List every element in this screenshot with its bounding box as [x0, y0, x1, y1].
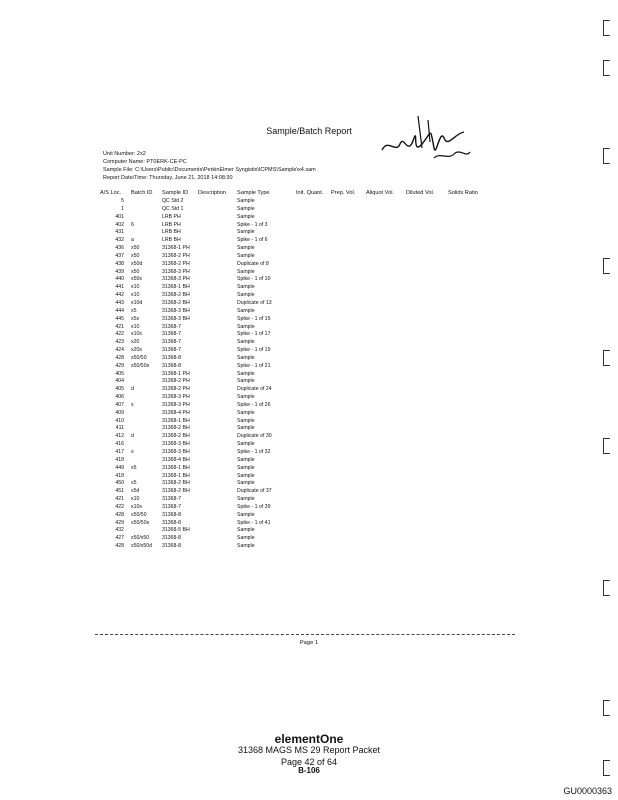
row-sample-id: 31368-8 [162, 543, 182, 550]
row-loc: 411 [115, 425, 124, 432]
table-row [100, 402, 300, 410]
table-row [100, 449, 300, 457]
row-batch-id: x5 [131, 480, 137, 487]
row-sample-id: 31368-3 PH [162, 276, 190, 283]
row-sample-id: 31368-1 BH [162, 472, 190, 479]
row-batch-id: x50/50s [131, 362, 150, 369]
table-row [100, 512, 300, 520]
col-batch: Batch ID [131, 190, 153, 196]
row-sample-type: Sample [237, 245, 255, 252]
row-sample-type: Sample [237, 323, 255, 330]
column-headers [100, 190, 500, 198]
row-sample-id: LRB PH [162, 213, 181, 220]
row-loc: 407 [115, 401, 124, 408]
row-sample-type: Sample [237, 456, 255, 463]
table-row [100, 386, 300, 394]
row-sample-type: Sample [237, 229, 255, 236]
row-sample-id: 31368-3 BH [162, 441, 190, 448]
row-batch-id: x10s [131, 331, 142, 338]
table-row [100, 347, 300, 355]
row-loc: 437 [115, 252, 124, 259]
row-batch-id: x50/50s [131, 519, 150, 526]
row-batch-id: x5s [131, 315, 140, 322]
scan-edge-mark [603, 148, 610, 164]
scan-edge-mark [603, 438, 610, 454]
table-row [100, 245, 300, 253]
row-loc: 429 [115, 362, 124, 369]
row-sample-id: 31368-4 BH [162, 456, 190, 463]
row-loc: 431 [115, 229, 124, 236]
row-sample-id: 31368-7 [162, 347, 182, 354]
row-sample-id: 31368-2 PH [162, 378, 190, 385]
row-batch-id: x50s [131, 276, 142, 283]
row-sample-type: Spike - 1 of 15 [237, 315, 271, 322]
row-sample-id: 31368-2 BH [162, 433, 190, 440]
table-row [100, 410, 300, 418]
row-sample-type: Spike - 1 of 3 [237, 221, 268, 228]
row-sample-id: 31368-8 [162, 511, 182, 518]
col-init-quant: Init. Quant. [296, 190, 324, 196]
table-row [100, 214, 300, 222]
table-row [100, 433, 300, 441]
row-sample-id: 31368-2 PH [162, 252, 190, 259]
row-sample-id: 31368-1 PH [162, 370, 190, 377]
row-loc: 436 [115, 245, 124, 252]
row-loc: 441 [115, 284, 124, 291]
row-sample-type: Sample [237, 268, 255, 275]
col-prep-vol: Prep. Vol. [331, 190, 356, 196]
table-row [100, 441, 300, 449]
row-sample-type: Sample [237, 198, 255, 204]
row-loc: 421 [115, 323, 124, 330]
sample-table [100, 198, 300, 551]
signature-scribble [370, 108, 480, 168]
row-loc: 422 [115, 503, 124, 510]
row-sample-type: Spike - 1 of 41 [237, 519, 271, 526]
row-sample-id: 31368-1 BH [162, 417, 190, 424]
row-sample-id: 31368-2 BH [162, 299, 190, 306]
row-sample-id: 31368-3 BH [162, 307, 190, 314]
scan-edge-mark [603, 258, 610, 274]
row-sample-id: 31368-2 BH [162, 488, 190, 495]
row-sample-id: 31368-7 [162, 331, 182, 338]
col-solids-ratio: Solids Ratio [448, 190, 478, 196]
row-loc: 428 [115, 354, 124, 361]
row-sample-type: Sample [237, 472, 255, 479]
row-loc: 406 [115, 394, 124, 401]
table-row [100, 237, 300, 245]
row-batch-id: d [131, 386, 134, 393]
table-row [100, 261, 300, 269]
row-sample-type: Duplicate of 13 [237, 299, 272, 306]
col-description: Description [198, 190, 226, 196]
row-sample-id: 31368-8 [162, 535, 182, 542]
row-loc: 422 [115, 331, 124, 338]
row-sample-type: Sample [237, 339, 255, 346]
row-loc: 418 [115, 456, 124, 463]
row-loc: 405 [115, 386, 124, 393]
row-batch-id: x50/x50d [131, 543, 153, 550]
table-row [100, 535, 300, 543]
row-sample-id: 31368-8 [162, 354, 182, 361]
footer-divider [95, 634, 515, 635]
row-loc: 439 [115, 268, 124, 275]
report-date: Report Date/Time: Thursday, June 21, 2018 14:08:30 [103, 175, 233, 181]
row-loc: 417 [115, 449, 124, 455]
row-loc: 438 [115, 260, 124, 267]
sample-file: Sample File: C:\Users\Public\Documents\PerkinElmer Syngistix\ICPMS\Sample\x4.sam [103, 167, 316, 173]
document-id: GU0000363 [563, 786, 612, 796]
row-loc: 432 [115, 527, 124, 534]
scan-edge-mark [603, 350, 610, 366]
row-loc: 423 [115, 339, 124, 346]
bates-number: B-106 [298, 766, 320, 775]
table-row [100, 527, 300, 535]
row-sample-id: QC Std 1 [162, 205, 184, 212]
row-sample-id: 31368-3 PH [162, 268, 190, 275]
col-sample: Sample ID [162, 190, 189, 196]
row-batch-id: x50/50 [131, 511, 147, 518]
row-batch-id: x50/50 [131, 354, 147, 361]
row-sample-type: Sample [237, 252, 255, 259]
row-batch-id: x50d [131, 260, 143, 267]
row-loc: 445 [115, 315, 124, 322]
row-sample-type: Sample [237, 284, 255, 291]
row-loc: 450 [115, 480, 124, 487]
row-sample-id: 31368-8 [162, 362, 182, 369]
table-row [100, 300, 300, 308]
row-sample-id: 31368-7 [162, 496, 182, 503]
row-batch-id: 6 [131, 221, 134, 228]
row-sample-type: Spike - 1 of 6 [237, 237, 268, 244]
table-row [100, 378, 300, 386]
page-of: Page 42 of 64 [280, 757, 338, 767]
table-row [100, 316, 300, 324]
row-sample-type: Sample [237, 425, 255, 432]
table-row [100, 457, 300, 465]
row-sample-type: Spike - 1 of 19 [237, 347, 271, 354]
row-batch-id: x50 [131, 252, 140, 259]
row-sample-id: 31368-7 [162, 339, 182, 346]
row-sample-type: Sample [237, 441, 255, 448]
table-row [100, 324, 300, 332]
row-sample-id: 31368-1 BH [162, 464, 190, 471]
computer-name: Computer Name: PT0ERK-CE-PC [103, 159, 187, 165]
row-batch-id: x10 [131, 292, 140, 299]
row-loc: 444 [115, 307, 124, 314]
row-loc: 440 [115, 276, 124, 283]
row-sample-type: Spike - 1 of 26 [237, 401, 271, 408]
row-sample-id: 31368-4 PH [162, 409, 190, 416]
row-sample-type: Spike - 1 of 17 [237, 331, 271, 338]
row-batch-id: a [131, 237, 134, 244]
row-loc: 404 [115, 378, 124, 385]
row-sample-id: QC Std 2 [162, 198, 184, 204]
row-sample-type: Duplicate of 24 [237, 386, 272, 393]
table-row [100, 543, 300, 551]
row-loc: 421 [115, 496, 124, 503]
table-row [100, 504, 300, 512]
table-row [100, 496, 300, 504]
row-loc: 449 [115, 464, 124, 471]
table-row [100, 339, 300, 347]
row-batch-id: x50 [131, 268, 140, 275]
row-sample-type: Sample [237, 496, 255, 503]
table-row [100, 308, 300, 316]
table-row [100, 488, 300, 496]
brand-logo: elementOne [274, 732, 344, 746]
table-row [100, 331, 300, 339]
row-sample-type: Sample [237, 213, 255, 220]
row-loc: 410 [115, 417, 124, 424]
row-sample-id: LRB PH [162, 221, 181, 228]
row-sample-id: 31368-3 BH [162, 449, 190, 455]
row-loc: 1 [121, 205, 124, 212]
table-row [100, 520, 300, 528]
row-loc: 451 [115, 488, 124, 495]
row-batch-id: x5 [131, 464, 137, 471]
table-row [100, 371, 300, 379]
row-loc: 416 [115, 441, 124, 448]
row-sample-id: 31368-7 [162, 323, 182, 330]
row-loc: 442 [115, 292, 124, 299]
row-sample-id: 31368-2 PH [162, 260, 190, 267]
row-sample-type: Duplicate of 37 [237, 488, 272, 495]
table-row [100, 269, 300, 277]
row-sample-id: 31368-3 PH [162, 394, 190, 401]
table-row [100, 206, 300, 214]
row-sample-type: Sample [237, 307, 255, 314]
row-batch-id: x5 [131, 307, 137, 314]
row-loc: 402 [115, 221, 124, 228]
row-loc: 418 [115, 472, 124, 479]
row-sample-id: 31368-3 PH [162, 401, 190, 408]
row-sample-id: LRB BH [162, 237, 181, 244]
row-sample-id: 31368-2 BH [162, 480, 190, 487]
row-loc: 412 [115, 433, 124, 440]
col-type: Sample Type [237, 190, 270, 196]
row-batch-id: x50/x50 [131, 535, 150, 542]
table-row [100, 473, 300, 481]
col-loc: A/S Loc. [100, 190, 122, 196]
packet-title: 31368 MAGS MS 29 Report Packet [237, 745, 381, 755]
row-batch-id: x20s [131, 347, 142, 354]
row-sample-type: Sample [237, 527, 255, 534]
row-batch-id: x20 [131, 339, 140, 346]
row-batch-id: d [131, 433, 134, 440]
row-sample-type: Sample [237, 511, 255, 518]
table-row [100, 418, 300, 426]
report-title: Sample/Batch Report [266, 126, 352, 136]
scan-edge-mark [603, 20, 610, 36]
row-batch-id: x10 [131, 284, 140, 291]
row-sample-type: Sample [237, 409, 255, 416]
scan-edge-mark [603, 700, 610, 716]
scan-edge-mark [603, 580, 610, 596]
row-batch-id: s [131, 449, 134, 455]
row-sample-type: Sample [237, 354, 255, 361]
row-sample-type: Sample [237, 292, 255, 299]
table-row [100, 222, 300, 230]
row-loc: 409 [115, 409, 124, 416]
row-batch-id: x10d [131, 299, 143, 306]
table-row [100, 394, 300, 402]
col-diluted-vol: Diluted Vol. [406, 190, 435, 196]
row-sample-id: 31368-3 BH [162, 315, 190, 322]
table-row [100, 363, 300, 371]
scan-edge-mark [603, 60, 610, 76]
row-loc: 405 [115, 370, 124, 377]
row-loc: 428 [115, 511, 124, 518]
row-loc: 443 [115, 299, 124, 306]
row-sample-type: Sample [237, 378, 255, 385]
row-sample-type: Sample [237, 464, 255, 471]
row-batch-id: x10s [131, 503, 142, 510]
table-row [100, 480, 300, 488]
row-sample-id: 31368-7 [162, 503, 182, 510]
row-sample-type: Sample [237, 205, 255, 212]
row-sample-type: Sample [237, 417, 255, 424]
table-row [100, 229, 300, 237]
row-sample-type: Spike - 1 of 32 [237, 449, 271, 455]
row-sample-id: 31368-1 PH [162, 245, 190, 252]
row-loc: 401 [115, 213, 124, 220]
row-sample-type: Spike - 1 of 39 [237, 503, 271, 510]
row-loc: 5 [121, 198, 124, 204]
row-sample-id: LRB BH [162, 229, 181, 236]
table-row [100, 198, 300, 206]
row-sample-type: Sample [237, 543, 255, 550]
row-loc: 427 [115, 535, 124, 542]
unit-number: Unit Number: 2x2 [103, 151, 146, 157]
footer-page: Page 1 [299, 640, 319, 646]
row-batch-id: x10 [131, 496, 140, 503]
signature [370, 108, 480, 173]
row-batch-id: x5d [131, 488, 140, 495]
table-row [100, 253, 300, 261]
row-sample-id: 31368-2 PH [162, 386, 190, 393]
row-sample-type: Sample [237, 535, 255, 542]
table-row [100, 425, 300, 433]
table-row [100, 284, 300, 292]
row-sample-type: Sample [237, 480, 255, 487]
row-batch-id: s [131, 401, 134, 408]
row-sample-id: 31368-1 BH [162, 284, 190, 291]
table-row [100, 292, 300, 300]
row-sample-id: 31368-2 BH [162, 425, 190, 432]
row-sample-type: Duplicate of 8 [237, 260, 269, 267]
row-batch-id: x50 [131, 245, 140, 252]
row-sample-type: Duplicate of 30 [237, 433, 272, 440]
row-sample-id: 31368-5 BH [162, 527, 190, 534]
row-sample-type: Spike - 1 of 10 [237, 276, 271, 283]
table-row [100, 276, 300, 284]
row-loc: 432 [115, 237, 124, 244]
row-sample-type: Sample [237, 370, 255, 377]
row-sample-type: Spike - 1 of 21 [237, 362, 271, 369]
scan-edge-mark [603, 760, 610, 776]
row-loc: 424 [115, 347, 124, 354]
row-batch-id: x10 [131, 323, 140, 330]
row-loc: 428 [115, 543, 124, 550]
row-loc: 429 [115, 519, 124, 526]
row-sample-type: Sample [237, 394, 255, 401]
col-aliquot-vol: Aliquot Vol. [366, 190, 394, 196]
row-sample-id: 31368-2 BH [162, 292, 190, 299]
table-row [100, 355, 300, 363]
row-sample-id: 31368-8 [162, 519, 182, 526]
table-row [100, 465, 300, 473]
